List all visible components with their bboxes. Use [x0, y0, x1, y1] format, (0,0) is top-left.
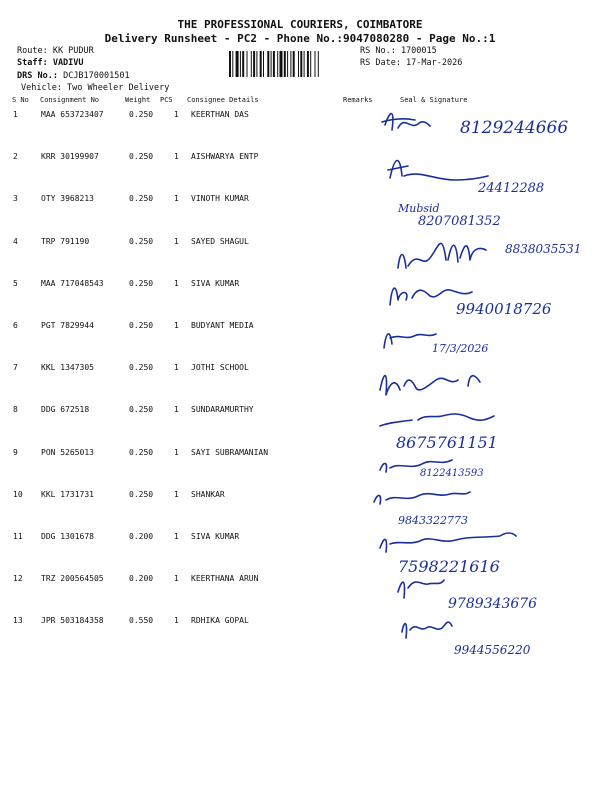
handwritten-phone-1: 8129244666 — [460, 118, 569, 138]
staff-label: Staff: VADIVU — [17, 58, 84, 68]
barcode-bar — [253, 51, 255, 77]
row-consignee: SHANKAR — [191, 489, 225, 499]
row-consignment-no: KKL 1347305 — [41, 363, 94, 373]
barcode-bar — [256, 51, 257, 77]
row-sno: 10 — [13, 489, 23, 499]
col-header-consignment: Consignment No — [40, 96, 100, 104]
row-weight: 0.250 — [129, 405, 154, 415]
signature-11 — [380, 533, 516, 552]
row-consignment-no: TRP 791190 — [41, 236, 90, 246]
row-pcs: 1 — [174, 110, 179, 119]
signature-4 — [398, 243, 486, 268]
row-consignment-no: PGT 7829944 — [41, 321, 94, 330]
row-consignee: SUNDARAMURTHY — [191, 405, 254, 415]
signature-3: Mubsid — [398, 202, 440, 215]
row-consignee: RDHIKA GOPAL — [191, 616, 249, 626]
rs-number: RS No.: 1700015 — [360, 46, 437, 56]
row-pcs: 1 — [174, 405, 179, 415]
barcode-bar — [236, 51, 239, 77]
row-weight: 0.250 — [129, 194, 154, 204]
row-weight: 0.550 — [129, 616, 154, 626]
row-sno: 9 — [13, 447, 18, 457]
row-consignment-no: PON 5265013 — [41, 447, 94, 457]
row-consignment-no: TRZ 200564505 — [41, 574, 104, 584]
row-weight: 0.200 — [129, 574, 154, 584]
row-sno: 12 — [13, 574, 23, 584]
barcode-bar — [307, 51, 309, 77]
barcode-bar — [293, 51, 295, 77]
rs-date: RS Date: 17-Mar-2026 — [360, 58, 463, 68]
row-consignee: SIVA KUMAR — [191, 278, 240, 288]
col-header-remarks: Remarks — [343, 96, 373, 104]
row-consignment-no: OTY 3968213 — [41, 194, 94, 204]
barcode-bar — [300, 51, 302, 77]
drs-number — [17, 71, 130, 81]
row-weight: 0.250 — [129, 110, 154, 119]
row-consignment-no: JPR 503184358 — [41, 616, 104, 626]
row-weight: 0.200 — [129, 532, 154, 541]
row-consignment-no: MAA 717048543 — [41, 278, 104, 288]
signature-6 — [384, 334, 436, 348]
row-weight: 0.250 — [129, 447, 154, 457]
row-pcs: 1 — [174, 194, 179, 204]
row-pcs: 1 — [174, 532, 179, 541]
barcode-bar — [240, 51, 241, 77]
handwritten-phone-5: 9940018726 — [456, 300, 552, 318]
barcode-bar — [318, 51, 319, 77]
row-consignee: SIVA KUMAR — [191, 532, 240, 541]
barcode-bar — [263, 51, 264, 77]
vehicle-label: Vehicle: Two Wheeler Delivery — [21, 83, 170, 93]
row-sno: 1 — [13, 110, 18, 119]
barcode-bar — [298, 51, 299, 77]
barcode-bar — [310, 51, 311, 77]
col-header-consignee: Consignee Details — [187, 96, 259, 104]
row-pcs: 1 — [174, 152, 179, 162]
company-title: THE PROFESSIONAL COURIERS, COIMBATORE — [177, 18, 423, 31]
drs-key: DRS No.: — [17, 71, 58, 81]
row-pcs: 1 — [174, 236, 179, 246]
barcode-bar — [273, 51, 275, 77]
row-pcs: 1 — [174, 616, 179, 626]
row-consignee: SAYI SUBRAMANIAN — [191, 447, 269, 457]
row-consignee: KEERTHAN DAS — [191, 110, 249, 119]
signature-8 — [380, 414, 494, 426]
row-weight: 0.250 — [129, 363, 154, 373]
handwritten-phone-11: 7598221616 — [398, 557, 500, 576]
col-header-pcs: PCS — [160, 96, 173, 104]
row-pcs: 1 — [174, 363, 179, 373]
barcode-bar — [251, 51, 252, 77]
col-header-sno: S No — [12, 96, 29, 104]
signature-10 — [374, 492, 470, 504]
row-consignee: SAYED SHAGUL — [191, 236, 249, 246]
handwritten-phone-13: 9944556220 — [454, 643, 531, 657]
handwritten-phone-4: 8838035531 — [505, 242, 582, 256]
row-sno: 4 — [13, 236, 18, 246]
row-consignee: VINOTH KUMAR — [191, 194, 249, 204]
row-consignment-no: KKL 1731731 — [41, 489, 94, 499]
row-weight: 0.250 — [129, 321, 154, 330]
row-sno: 2 — [13, 152, 18, 162]
row-weight: 0.250 — [129, 236, 154, 246]
row-consignment-no: MAA 653723407 — [41, 110, 104, 119]
barcode-bar — [247, 51, 248, 77]
barcode-bar — [229, 51, 231, 77]
signature-7 — [380, 376, 480, 395]
row-consignee: JOTHI SCHOOL — [191, 363, 249, 373]
row-sno: 6 — [13, 321, 18, 330]
row-consignment-no: DDG 1301678 — [41, 532, 94, 541]
signature-1 — [382, 114, 430, 130]
handwritten-date-6: 17/3/2026 — [432, 342, 489, 355]
barcode-bar — [271, 51, 272, 77]
row-weight: 0.250 — [129, 152, 154, 162]
col-header-seal: Seal & Signature — [400, 96, 468, 104]
row-pcs: 1 — [174, 321, 179, 330]
drs-value: DCJB170001501 — [63, 71, 130, 81]
row-sno: 11 — [13, 532, 23, 541]
barcode-bar — [290, 51, 291, 77]
runsheet-title: Delivery Runsheet - PC2 - Phone No.:9047080280 - Page No.:1 — [104, 32, 496, 45]
row-sno: 7 — [13, 363, 18, 373]
barcode-bar — [280, 51, 283, 77]
row-pcs: 1 — [174, 489, 179, 499]
row-pcs: 1 — [174, 278, 179, 288]
route-label: Route: KK PUDUR — [17, 46, 94, 56]
barcode-bar — [260, 51, 262, 77]
row-sno: 8 — [13, 405, 18, 415]
col-header-weight: Weight — [125, 96, 151, 104]
row-consignment-no: DDG 672518 — [41, 405, 90, 415]
barcode-bar — [304, 51, 305, 77]
row-sno: 3 — [13, 194, 18, 204]
handwritten-phone-8: 8675761151 — [396, 433, 498, 452]
barcode — [229, 51, 357, 77]
signatures-area — [360, 100, 600, 680]
handwritten-phone-3: 8207081352 — [418, 214, 501, 229]
row-consignee: BUDYANT MEDIA — [191, 321, 254, 330]
signature-13 — [402, 622, 452, 638]
row-sno: 5 — [13, 278, 18, 288]
barcode-bar — [232, 51, 233, 77]
signature-12 — [398, 580, 444, 598]
handwritten-phone-2: 24412288 — [478, 181, 545, 196]
barcode-bar — [242, 51, 244, 77]
row-consignee: AISHWARYA ENTP — [191, 152, 259, 162]
row-pcs: 1 — [174, 574, 179, 584]
signature-2 — [388, 160, 488, 180]
handwritten-phone-9: 8122413593 — [420, 468, 484, 479]
row-consignee: KEERTHANA ARUN — [191, 574, 259, 584]
barcode-bar — [277, 51, 278, 77]
handwritten-phone-10: 9843322773 — [398, 514, 468, 527]
barcode-bar — [284, 51, 286, 77]
row-weight: 0.250 — [129, 489, 154, 499]
row-weight: 0.250 — [129, 278, 154, 288]
row-pcs: 1 — [174, 447, 179, 457]
row-sno: 13 — [13, 616, 23, 626]
row-consignment-no: KRR 30199907 — [41, 152, 99, 162]
handwritten-phone-12: 9789343676 — [448, 596, 538, 612]
barcode-bar — [267, 51, 269, 77]
barcode-bar — [287, 51, 288, 77]
barcode-bar — [315, 51, 316, 77]
